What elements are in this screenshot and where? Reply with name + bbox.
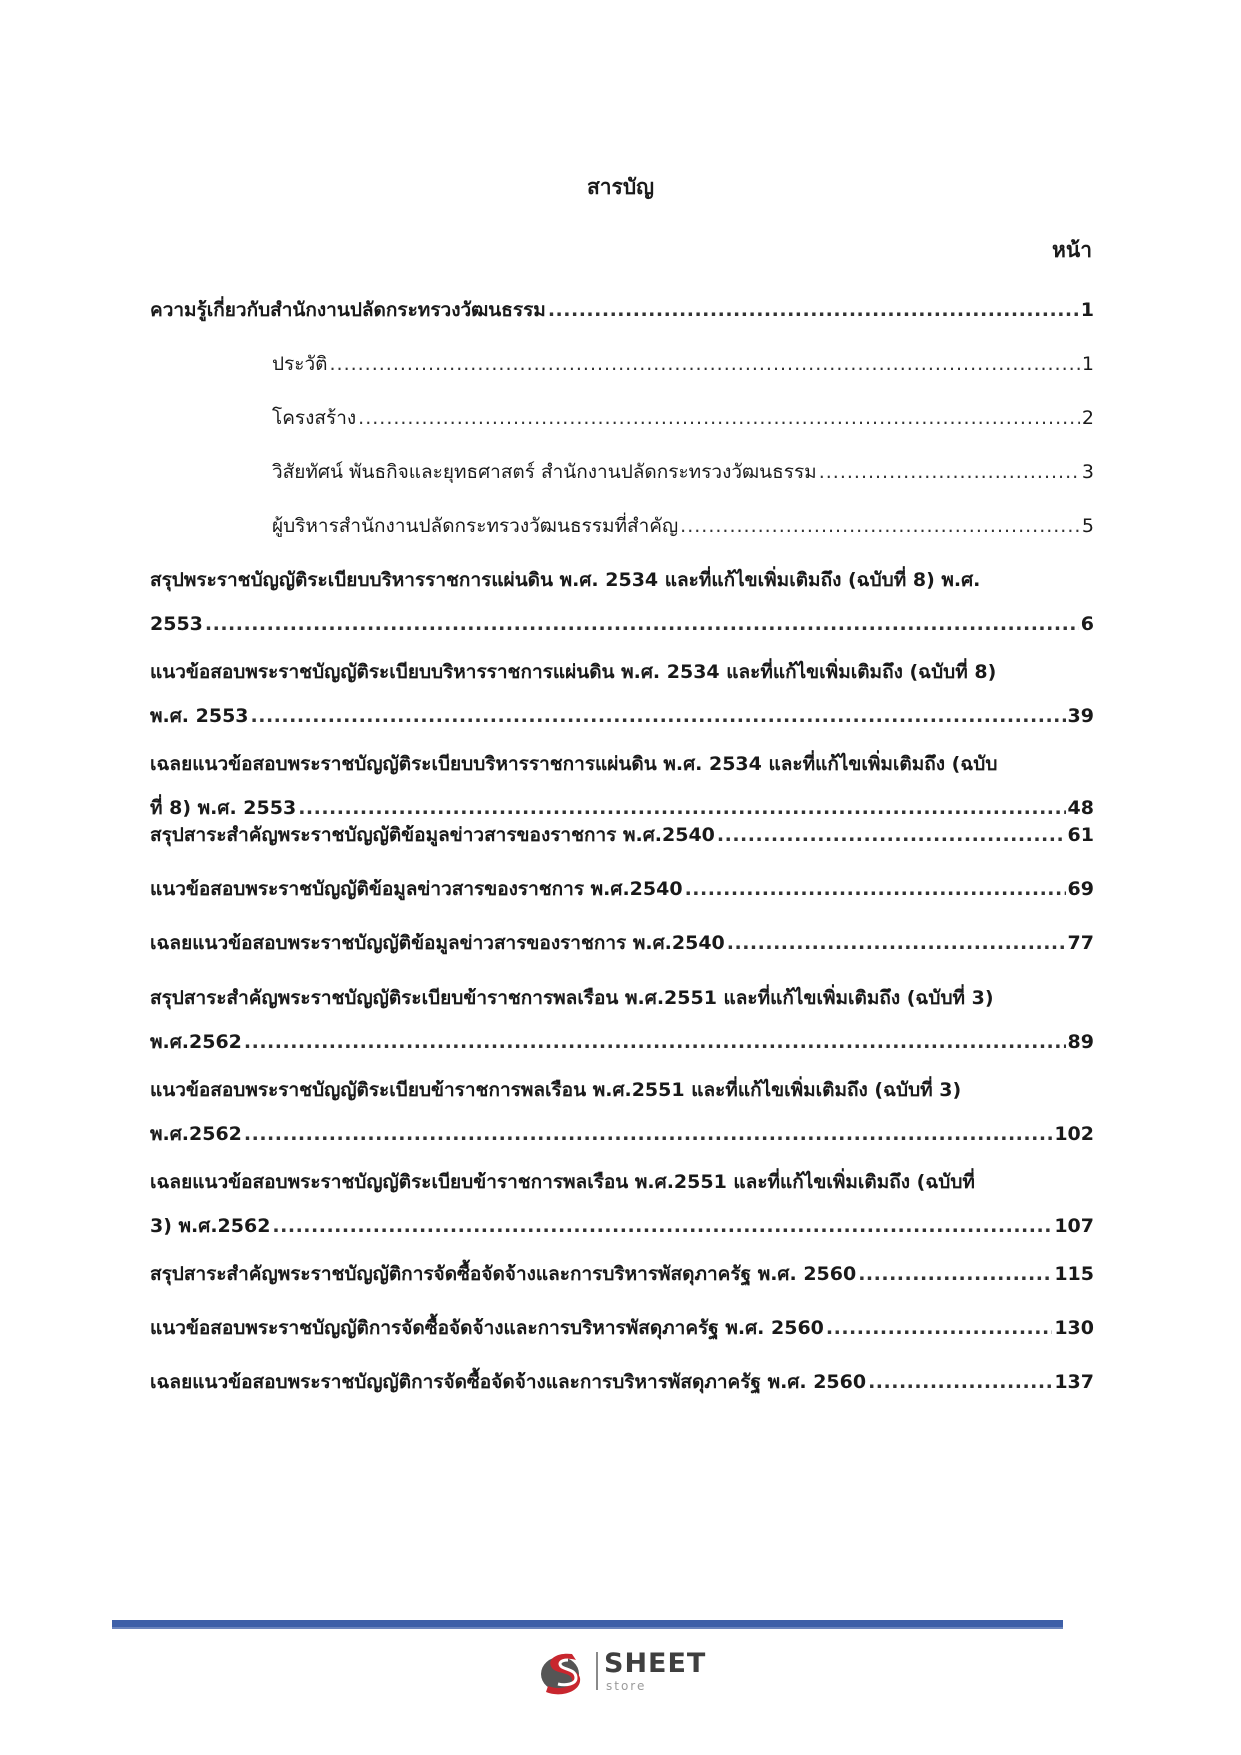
sheet-store-logo-icon	[538, 1648, 588, 1696]
toc-entry	[272, 396, 1094, 440]
dot-leader	[251, 694, 1066, 738]
toc-entry-title: พ.ศ.2562	[150, 1123, 242, 1145]
toc-entry-row	[150, 813, 1094, 857]
toc-entry-title: วิสัยทัศน์ พันธกิจและยุทธศาสตร์ สำนักงานปลัดกระทรวงวัฒนธรรม	[272, 461, 817, 483]
dot-leader	[244, 1020, 1066, 1064]
toc-entry	[150, 921, 1094, 965]
logo-wordmark: SHEET	[604, 1648, 707, 1679]
toc-entry-row	[150, 288, 1094, 332]
toc-entry-page-number: 61	[1067, 824, 1094, 846]
toc-entry-title-line: แนวข้อสอบพระราชบัญญัติระเบียบข้าราชการพลเรือน พ.ศ.2551 และที่แก้ไขเพิ่มเติมถึง (ฉบับที่ 3)	[150, 1079, 962, 1101]
toc-entry-title-line: แนวข้อสอบพระราชบัญญัติระเบียบบริหารราชการแผ่นดิน พ.ศ. 2534 และที่แก้ไขเพิ่มเติมถึง (ฉบับที่ 8)	[150, 661, 997, 683]
toc-entry-title-line: เฉลยแนวข้อสอบพระราชบัญญัติระเบียบบริหารราชการแผ่นดิน พ.ศ. 2534 และที่แก้ไขเพิ่มเติมถึง (ฉบับ	[150, 753, 998, 775]
toc-entry-page-number: 5	[1081, 515, 1094, 537]
toc-entry	[150, 813, 1094, 857]
toc-entry-page-number: 1	[1080, 299, 1094, 321]
dot-leader	[329, 342, 1079, 386]
toc-entry-row	[150, 1112, 1094, 1156]
toc-entry-title-line: เฉลยแนวข้อสอบพระราชบัญญัติระเบียบข้าราชการพลเรือน พ.ศ.2551 และที่แก้ไขเพิ่มเติมถึง (ฉบับที่	[150, 1171, 975, 1193]
toc-entry-title: แนวข้อสอบพระราชบัญญัติข้อมูลข่าวสารของราชการ พ.ศ.2540	[150, 878, 683, 900]
toc-entry-title: เฉลยแนวข้อสอบพระราชบัญญัติการจัดซื้อจัดจ้างและการบริหารพัสดุภาครัฐ พ.ศ. 2560	[150, 1371, 867, 1393]
toc-entry-row	[272, 342, 1094, 386]
toc-entry	[150, 650, 1094, 738]
toc-entry	[150, 976, 1094, 1064]
toc-entry-page-number: 77	[1067, 932, 1094, 954]
footer-divider	[112, 1620, 1063, 1629]
toc-entry-row	[150, 867, 1094, 911]
toc-entry-row	[150, 1306, 1094, 1350]
dot-leader	[680, 504, 1080, 548]
toc-entry-page-number: 130	[1054, 1317, 1094, 1339]
toc-entry-title-line: สรุปพระราชบัญญัติระเบียบบริหารราชการแผ่นดิน พ.ศ. 2534 และที่แก้ไขเพิ่มเติมถึง (ฉบับที่ 8) พ.ศ.	[150, 569, 981, 591]
toc-entry-row	[150, 1360, 1094, 1404]
dot-leader	[358, 396, 1080, 440]
page-column-label: หน้า	[1052, 238, 1092, 262]
logo-separator	[596, 1652, 598, 1690]
toc-entry-row	[272, 396, 1094, 440]
dot-leader	[685, 867, 1066, 911]
toc-entry-row	[272, 504, 1094, 548]
toc-entry-row	[150, 921, 1094, 965]
sheet-store-logo	[538, 1648, 708, 1696]
toc-entry-page-number: 6	[1080, 613, 1094, 635]
toc-entry-title: ที่ 8) พ.ศ. 2553	[150, 797, 297, 819]
toc-entry-page-number: 69	[1067, 878, 1094, 900]
dot-leader	[826, 1306, 1052, 1350]
toc-entry-title: 3) พ.ศ.2562	[150, 1215, 271, 1237]
toc-entry	[150, 1360, 1094, 1404]
dot-leader	[727, 921, 1066, 965]
toc-entry-row	[150, 1204, 1094, 1248]
toc-entry	[150, 867, 1094, 911]
toc-entry	[150, 1068, 1094, 1156]
toc-entry-page-number: 137	[1054, 1371, 1094, 1393]
toc-entry	[150, 558, 1094, 646]
toc-entry-page-number: 1	[1081, 353, 1094, 375]
toc-entry	[150, 1252, 1094, 1296]
dot-leader	[858, 1252, 1052, 1296]
toc-entry-title: พ.ศ.2562	[150, 1031, 242, 1053]
toc-entry-title-line: สรุปสาระสำคัญพระราชบัญญัติระเบียบข้าราชการพลเรือน พ.ศ.2551 และที่แก้ไขเพิ่มเติมถึง (ฉบับที่ 3)	[150, 987, 994, 1009]
toc-entry-title: ผู้บริหารสำนักงานปลัดกระทรวงวัฒนธรรมที่สำคัญ	[272, 515, 679, 537]
toc-entry	[272, 342, 1094, 386]
toc-entry-title: เฉลยแนวข้อสอบพระราชบัญญัติข้อมูลข่าวสารของราชการ พ.ศ.2540	[150, 932, 725, 954]
toc-entry-row	[150, 694, 1094, 738]
logo-subtext: store	[606, 1679, 647, 1693]
toc-entry-page-number: 39	[1067, 705, 1094, 727]
toc-entry	[150, 1160, 1094, 1248]
toc-entry-page-number: 2	[1081, 407, 1094, 429]
toc-entry-page-number: 89	[1067, 1031, 1094, 1053]
toc-entry-title: ประวัติ	[272, 353, 328, 375]
toc-entry-row	[272, 450, 1094, 494]
toc-entry-title: ความรู้เกี่ยวกับสำนักงานปลัดกระทรวงวัฒนธรรม	[150, 299, 546, 321]
toc-entry-row	[150, 1252, 1094, 1296]
toc-entry-page-number: 115	[1054, 1263, 1094, 1285]
toc-entry-title: สรุปสาระสำคัญพระราชบัญญัติการจัดซื้อจัดจ้างและการบริหารพัสดุภาครัฐ พ.ศ. 2560	[150, 1263, 857, 1285]
toc-entry-title: พ.ศ. 2553	[150, 705, 249, 727]
toc-entry-page-number: 48	[1067, 797, 1094, 819]
dot-leader	[272, 1204, 1052, 1248]
toc-entry	[272, 504, 1094, 548]
dot-leader	[244, 1112, 1052, 1156]
toc-entry	[150, 1306, 1094, 1350]
toc-entry	[150, 288, 1094, 332]
toc-entry-title: โครงสร้าง	[272, 407, 357, 429]
toc-entry-page-number: 107	[1054, 1215, 1094, 1237]
toc-entry-row	[150, 602, 1094, 646]
toc-entry	[272, 450, 1094, 494]
toc-entry-title: 2553	[150, 613, 203, 635]
page-title: สารบัญ	[586, 175, 655, 199]
dot-leader	[548, 288, 1079, 332]
toc-entry-title: สรุปสาระสำคัญพระราชบัญญัติข้อมูลข่าวสารของราชการ พ.ศ.2540	[150, 824, 715, 846]
dot-leader	[717, 813, 1066, 857]
toc-entry-page-number: 3	[1081, 461, 1094, 483]
toc-entry-title: แนวข้อสอบพระราชบัญญัติการจัดซื้อจัดจ้างและการบริหารพัสดุภาครัฐ พ.ศ. 2560	[150, 1317, 824, 1339]
toc-entry-page-number: 102	[1054, 1123, 1094, 1145]
dot-leader	[868, 1360, 1052, 1404]
dot-leader	[205, 602, 1079, 646]
dot-leader	[819, 450, 1080, 494]
toc-entry-row	[150, 1020, 1094, 1064]
